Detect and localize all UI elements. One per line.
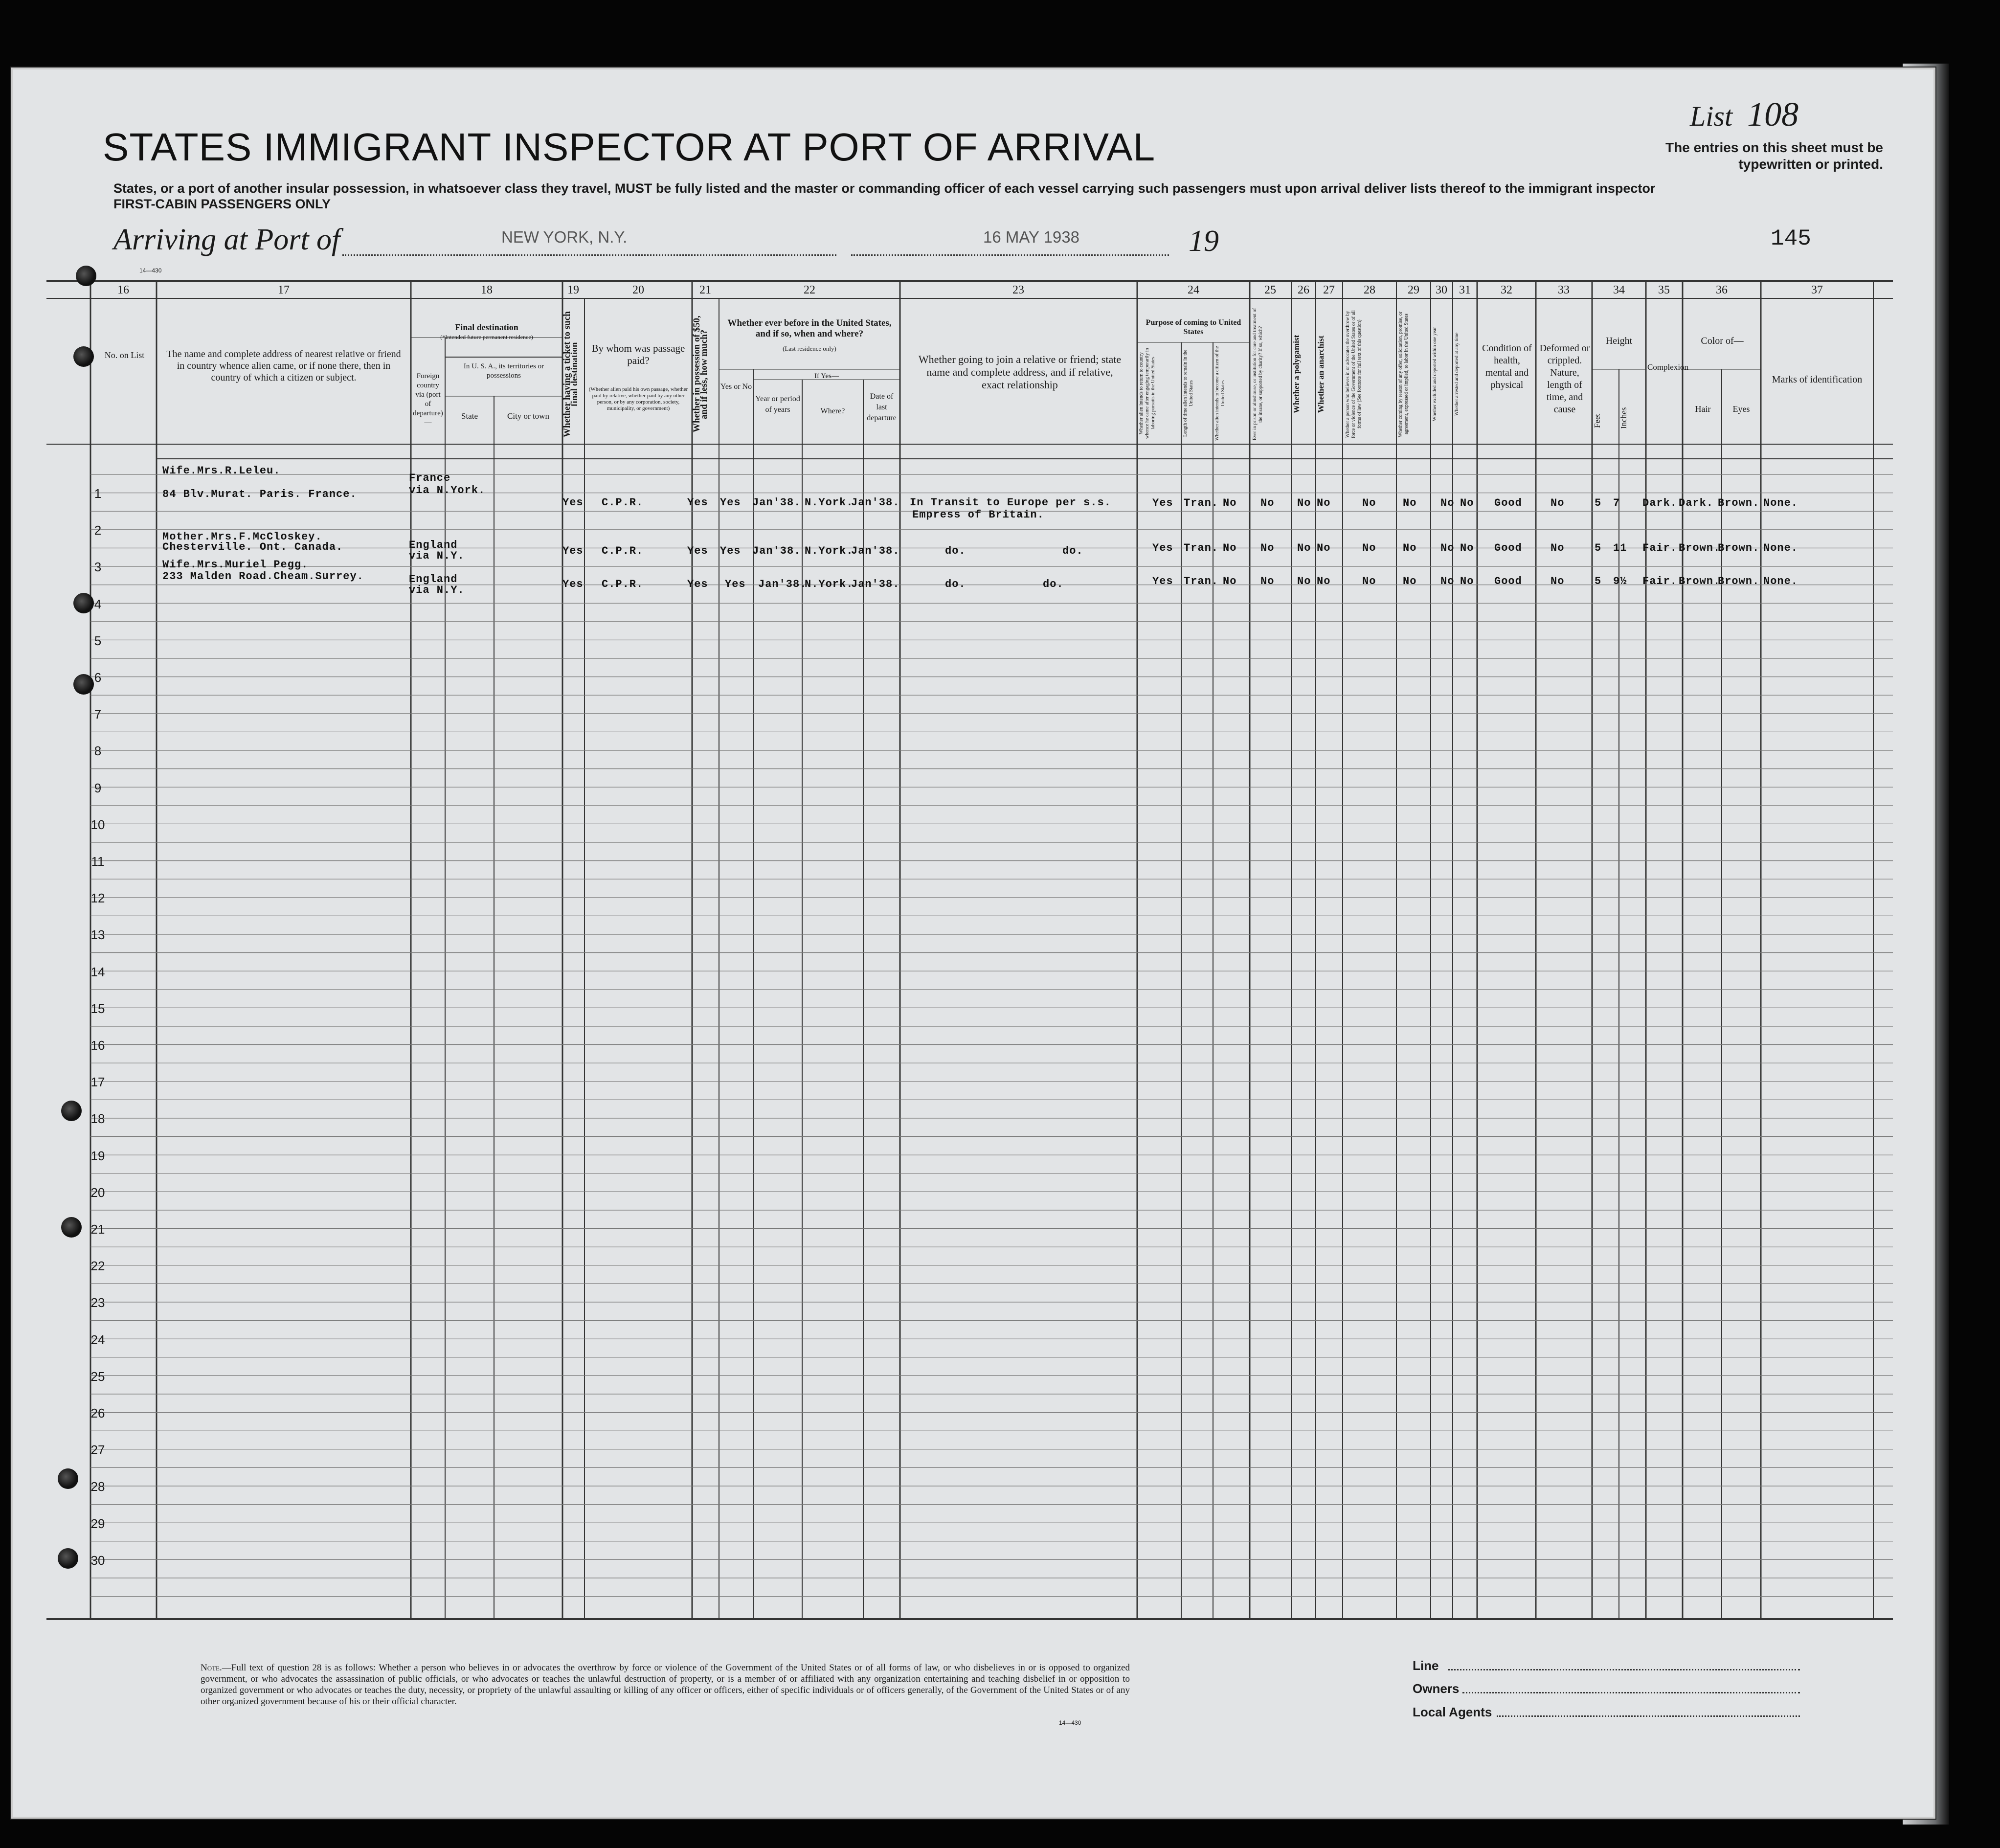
- entry-3-ticket: Yes: [562, 578, 584, 590]
- header-deformed: Deformed or crippled. Nature, length of time, and cause: [1539, 343, 1590, 415]
- col-num-35: 35: [1658, 284, 1670, 296]
- entry-1-eyes: Brown.: [1718, 497, 1760, 509]
- first-cabin-label: FIRST-CABIN PASSENGERS ONLY: [113, 197, 331, 211]
- header-arrested: Whether arrested and deported at any time: [1454, 333, 1460, 416]
- entry-1-date-last: Jan'38.: [851, 496, 900, 509]
- entry-2-foreign: England: [409, 539, 458, 551]
- entry-2-deformed: No: [1551, 542, 1565, 554]
- entry-1-polygamist: No: [1297, 497, 1311, 509]
- entry-2-hair: Brown.: [1679, 542, 1721, 554]
- header-prison: Ever in prison or almshouse, or institution for care and treatment of the insane, or supported by charity? If so, which?: [1252, 308, 1263, 440]
- entry-3-intends-return: Yes: [1152, 575, 1173, 587]
- entry-1-excluded: No: [1440, 497, 1455, 509]
- entry-1-arrested: No: [1460, 497, 1474, 509]
- entry-3-length: Tran.: [1184, 575, 1219, 587]
- form-ref-top: 14—430: [139, 267, 162, 274]
- entry-2-polygamist: No: [1297, 542, 1311, 554]
- entry-3-excluded: No: [1440, 575, 1455, 587]
- entry-2-eyes: Brown.: [1718, 542, 1760, 554]
- note-text: —Full text of question 28 is as follows: Whether a person who believes in or advocates the overthrow by force or violence of the Government of the United States or of all forms of law, or who disbelieves in or is opposed to organized government, or who advocates the assassination of public officials, or who advocates or teaches the unlawful destruction of property, or is a member of or affiliated with any organization entertaining and teaching disbelief in or opposition to organized government or who advocates or teaches the duty, necessity, or propriety of the unlawful assaulting or killing of any officer or officers, either of specific individuals or of officers generally, of the Government of the United States or of any other organized government because of his or their official character.: [201, 1663, 1130, 1707]
- entry-2-prison: No: [1260, 542, 1275, 554]
- col-num-29: 29: [1408, 284, 1419, 296]
- entry-1-where: N.York.: [805, 496, 854, 509]
- entry-2-anarchist: No: [1317, 542, 1331, 554]
- entry-2-intends-return: Yes: [1152, 542, 1173, 554]
- header-feet: Feet: [1593, 413, 1602, 428]
- row-number: 21: [90, 1222, 105, 1237]
- entry-2-relative: Mother.Mrs.F.McCloskey.: [162, 531, 322, 543]
- form-ref-bottom: 14—430: [1059, 1719, 1081, 1726]
- col-num-20: 20: [632, 284, 644, 296]
- header-possession-50: Whether in possession of $50, and if less, how much?: [692, 316, 709, 433]
- typewritten-note: The entries on this sheet must be typewritten or printed.: [1665, 140, 1883, 172]
- owners-label: Owners: [1413, 1681, 1460, 1696]
- page-title: STATES IMMIGRANT INSPECTOR AT PORT OF ARRIVAL: [103, 125, 1156, 169]
- col-num-18: 18: [481, 284, 493, 296]
- col-num-34: 34: [1613, 284, 1625, 296]
- entry-2-before: Yes: [720, 545, 741, 557]
- row-number: 12: [90, 891, 105, 906]
- col-num-27: 27: [1323, 284, 1335, 296]
- col-num-37: 37: [1811, 284, 1823, 296]
- entry-3-year: Jan'38.: [758, 578, 807, 590]
- row-number: 20: [90, 1185, 105, 1200]
- entry-3-joining: do.: [945, 578, 966, 590]
- entry-1-joining-ship: Empress of Britain.: [912, 509, 1044, 521]
- entry-3-marks: None.: [1763, 575, 1798, 587]
- entry-3-deformed: No: [1551, 575, 1565, 587]
- local-agents-field: [1497, 1715, 1800, 1717]
- entry-3-health: Good: [1494, 575, 1522, 587]
- row-number: 27: [90, 1442, 105, 1458]
- entry-2-overthrow: No: [1362, 542, 1376, 554]
- entry-2-joining: do.: [945, 545, 966, 557]
- entry-3-anarchist: No: [1317, 575, 1331, 587]
- entry-2-money: Yes: [687, 545, 708, 557]
- entry-1-citizen: No: [1223, 497, 1237, 509]
- entry-2-excluded: No: [1440, 542, 1455, 554]
- entry-1-ticket: Yes: [562, 496, 584, 509]
- subtitle: States, or a port of another insular possession, in whatsoever class they travel, MUST be fully listed and the master or commanding officer of each vessel carrying such passengers must upon arrival deliver lists thereof to the immigrant inspector: [113, 181, 1656, 196]
- sheet-number: 145: [1771, 226, 1811, 251]
- header-color-of: Color of—: [1701, 336, 1744, 346]
- header-nearest-relative: The name and complete address of nearest relative or friend in country whence alien came, or if none there, then in country of which a citizen or subject.: [166, 349, 401, 383]
- entry-1-money: Yes: [687, 496, 708, 509]
- list-number-value: 108: [1747, 96, 1799, 134]
- line-field: [1448, 1669, 1800, 1670]
- header-inches: Inches: [1619, 407, 1628, 429]
- row-number: 25: [90, 1369, 105, 1384]
- header-if-yes: If Yes—: [814, 372, 839, 380]
- row-number: 28: [90, 1479, 105, 1494]
- col-num-31: 31: [1459, 284, 1471, 296]
- entry-1-via: via N.York.: [409, 484, 486, 496]
- entry-3-feet: 5: [1595, 575, 1602, 587]
- col-num-22: 22: [804, 284, 815, 296]
- col-num-19: 19: [567, 284, 579, 296]
- entry-1-feet: 5: [1595, 497, 1602, 509]
- col-num-17: 17: [278, 284, 290, 296]
- header-date-last-departure: Date of last departure: [867, 392, 897, 422]
- row-number: 13: [90, 927, 105, 943]
- col-num-16: 16: [117, 284, 129, 296]
- row-number: 6: [94, 670, 102, 685]
- entry-1-year: Jan'38.: [752, 496, 801, 509]
- col-num-23: 23: [1012, 284, 1024, 296]
- entry-2-health: Good: [1494, 542, 1522, 554]
- entry-1-hair: Dark.: [1679, 497, 1714, 509]
- binder-hole: [73, 346, 94, 367]
- col-num-33: 33: [1558, 284, 1570, 296]
- row-number: 4: [94, 596, 102, 611]
- entry-3-before: Yes: [725, 578, 746, 590]
- entry-1-deformed: No: [1551, 497, 1565, 509]
- binder-hole: [73, 593, 94, 613]
- row-number: 1: [94, 486, 102, 501]
- header-height: Height: [1605, 336, 1633, 346]
- entry-1-foreign: France: [409, 472, 451, 484]
- entry-2-date-last: Jan'38.: [851, 545, 900, 557]
- col-num-24: 24: [1188, 284, 1199, 296]
- row-number: 18: [90, 1111, 105, 1127]
- entry-2-joining-b: do.: [1062, 545, 1083, 557]
- binder-hole: [58, 1548, 78, 1569]
- header-city: City or town: [507, 411, 549, 421]
- header-purpose: Purpose of coming to United States: [1146, 318, 1241, 336]
- entry-1-offer: No: [1403, 497, 1417, 509]
- header-polygamist: Whether a polygamist: [1292, 335, 1301, 414]
- entry-1-inches: 7: [1613, 497, 1620, 509]
- header-hair: Hair: [1695, 404, 1711, 414]
- entry-3-money: Yes: [687, 578, 708, 590]
- header-final-destination: Final destination: [455, 322, 518, 332]
- entry-3-date-last: Jan'38.: [851, 578, 900, 590]
- entry-3-hair: Brown.: [1679, 575, 1721, 587]
- list-label: List: [1690, 100, 1733, 132]
- line-label: Line: [1413, 1658, 1439, 1673]
- entry-1-relative: Wife.Mrs.R.Leleu.: [162, 465, 281, 477]
- binder-hole: [61, 1217, 82, 1238]
- owners-field: [1462, 1692, 1800, 1693]
- entry-2-marks: None.: [1763, 542, 1798, 554]
- entry-1-joining: In Transit to Europe per s.s.: [910, 496, 1111, 509]
- row-number: 23: [90, 1295, 105, 1310]
- header-in-usa: In U. S. A., its territories or possessions: [463, 362, 544, 380]
- year-prefix: 19: [1189, 225, 1219, 258]
- entry-2-length: Tran.: [1184, 542, 1219, 554]
- entry-3-polygamist: No: [1297, 575, 1311, 587]
- question-28-footnote: [201, 1662, 1130, 1707]
- port-value: NEW YORK, N.Y.: [501, 228, 628, 246]
- header-excluded: Whether excluded and deported within one year: [1432, 327, 1438, 422]
- entry-3-complexion: Fair.: [1642, 575, 1678, 587]
- entry-3-inches: 9½: [1613, 575, 1627, 587]
- entry-2-inches: 11: [1613, 542, 1627, 554]
- entry-1-complexion: Dark.: [1642, 497, 1678, 509]
- header-passage-paid-note: (Whether alien paid his own passage, whether paid by relative, whether paid by any other person, or by any corporation, society, municipality, or government): [588, 386, 688, 411]
- row-number: 8: [94, 744, 102, 759]
- header-yes-or-no: Yes or No: [720, 383, 752, 391]
- row-number: 30: [90, 1553, 105, 1568]
- entry-3-address: 233 Malden Road.Cheam.Surrey.: [162, 570, 364, 583]
- header-purpose-citizen: Whether alien intends to become a citizen of the United States: [1214, 346, 1226, 441]
- header-health: Condition of health, mental and physical: [1482, 343, 1532, 390]
- entry-2-complexion: Fair.: [1642, 542, 1678, 554]
- entry-2-address: Chesterville. Ont. Canada.: [162, 541, 343, 553]
- entry-1-address: 84 Blv.Murat. Paris. France.: [162, 488, 357, 500]
- binder-hole: [76, 266, 96, 286]
- entry-1-length: Tran.: [1184, 497, 1219, 509]
- entry-1-marks: None.: [1763, 497, 1798, 509]
- entry-2-feet: 5: [1595, 542, 1602, 554]
- col-num-30: 30: [1436, 284, 1447, 296]
- entry-2-citizen: No: [1223, 542, 1237, 554]
- date-stamp: 16 MAY 1938: [983, 228, 1079, 246]
- entry-1-before: Yes: [720, 496, 741, 509]
- entry-3-prison: No: [1260, 575, 1275, 587]
- local-agents-label: Local Agents: [1413, 1705, 1492, 1719]
- header-last-residence: (Last residence only): [783, 345, 836, 352]
- header-ticket: Whether having a ticket to such final destination: [562, 311, 580, 437]
- header-passage-paid: By whom was passage paid?: [591, 342, 685, 366]
- row-number: 16: [90, 1038, 105, 1053]
- entry-3-arrested: No: [1460, 575, 1474, 587]
- row-number: 5: [94, 633, 102, 648]
- row-number: 3: [94, 560, 102, 575]
- col-num-32: 32: [1501, 284, 1512, 296]
- entry-2-arrested: No: [1460, 542, 1474, 554]
- entry-2-year: Jan'38.: [752, 545, 801, 557]
- row-number: 22: [90, 1259, 105, 1274]
- header-no-on-list: No. on List: [104, 350, 145, 360]
- entry-3-overthrow: No: [1362, 575, 1376, 587]
- entry-3-relative: Wife.Mrs.Muriel Pegg.: [162, 559, 309, 571]
- header-final-destination-note: (*Intended future permanent residence): [440, 334, 533, 340]
- col-num-36: 36: [1716, 284, 1728, 296]
- row-number: 14: [90, 964, 105, 979]
- header-joining-relative: Whether going to join a relative or friend; state name and complete address, and if relative, exact relationship: [918, 353, 1122, 391]
- header-complexion: Complexion: [1647, 362, 1689, 372]
- entry-3-paid-by: C.P.R.: [602, 578, 644, 590]
- header-where: Where?: [820, 407, 845, 415]
- entry-2-offer: No: [1403, 542, 1417, 554]
- entry-3-via: via N.Y.: [409, 584, 465, 596]
- entry-1-overthrow: No: [1362, 497, 1376, 509]
- entry-2-paid-by: C.P.R.: [602, 545, 644, 557]
- header-marks: Marks of identification: [1772, 374, 1863, 385]
- entry-1-anarchist: No: [1317, 497, 1331, 509]
- entry-1-paid-by: C.P.R.: [602, 496, 644, 509]
- header-ever-before: Whether ever before in the United States, and if so, when and where?: [727, 318, 892, 339]
- entry-1-health: Good: [1494, 497, 1522, 509]
- entry-1-intends-return: Yes: [1152, 497, 1173, 509]
- binder-hole: [58, 1468, 78, 1489]
- row-number: 7: [94, 707, 102, 722]
- col-num-28: 28: [1364, 284, 1375, 296]
- arriving-label: Arriving at Port of: [113, 223, 340, 256]
- row-number: 2: [94, 523, 102, 538]
- header-state: State: [461, 411, 478, 421]
- header-anarchist: Whether an anarchist: [1316, 335, 1326, 413]
- entry-3-eyes: Brown.: [1718, 575, 1760, 587]
- col-num-25: 25: [1264, 284, 1276, 296]
- header-purpose-return: Whether alien intends to return to country whence he came after engaging temporarily in laboring pursuits in the United States: [1139, 348, 1156, 439]
- row-number: 29: [90, 1516, 105, 1531]
- entry-3-where: N.York.: [805, 578, 854, 590]
- entry-2-via: via N.Y.: [409, 550, 465, 562]
- row-number: 17: [90, 1075, 105, 1090]
- row-number: 15: [90, 1001, 105, 1016]
- col-num-21: 21: [699, 284, 711, 296]
- header-purpose-length: Length of time alien intends to remain in the United States: [1183, 349, 1194, 437]
- row-number: 19: [90, 1148, 105, 1163]
- header-year-period: Year or period of years: [755, 395, 800, 414]
- col-num-26: 26: [1298, 284, 1309, 296]
- row-number: 10: [90, 817, 105, 832]
- binder-hole: [73, 674, 94, 695]
- entry-2-where: N.York.: [805, 545, 854, 557]
- header-offer: Whether coming by reason of any offer, solicitation, promise, or agreement, expressed or implied, to labor in the United States: [1398, 311, 1409, 437]
- row-number: 24: [90, 1332, 105, 1347]
- header-overthrow: Whether a person who believes in or advocates the overthrow by force or violence of the Government of the United States or of all forms of law (See footnote for full text of this question): [1345, 310, 1362, 438]
- entry-3-joining-b: do.: [1043, 578, 1064, 590]
- entry-3-citizen: No: [1223, 575, 1237, 587]
- entry-2-ticket: Yes: [562, 545, 584, 557]
- row-number: 26: [90, 1406, 105, 1420]
- binder-hole: [61, 1101, 82, 1121]
- row-number: 11: [91, 854, 105, 869]
- note-label: Note.: [201, 1663, 222, 1673]
- entry-1-prison: No: [1260, 497, 1275, 509]
- entry-3-foreign: England: [409, 573, 458, 586]
- entry-3-offer: No: [1403, 575, 1417, 587]
- header-eyes: Eyes: [1732, 404, 1750, 414]
- header-foreign-country: Foreign country via (port of departure)—: [413, 372, 443, 427]
- row-number: 9: [94, 780, 102, 795]
